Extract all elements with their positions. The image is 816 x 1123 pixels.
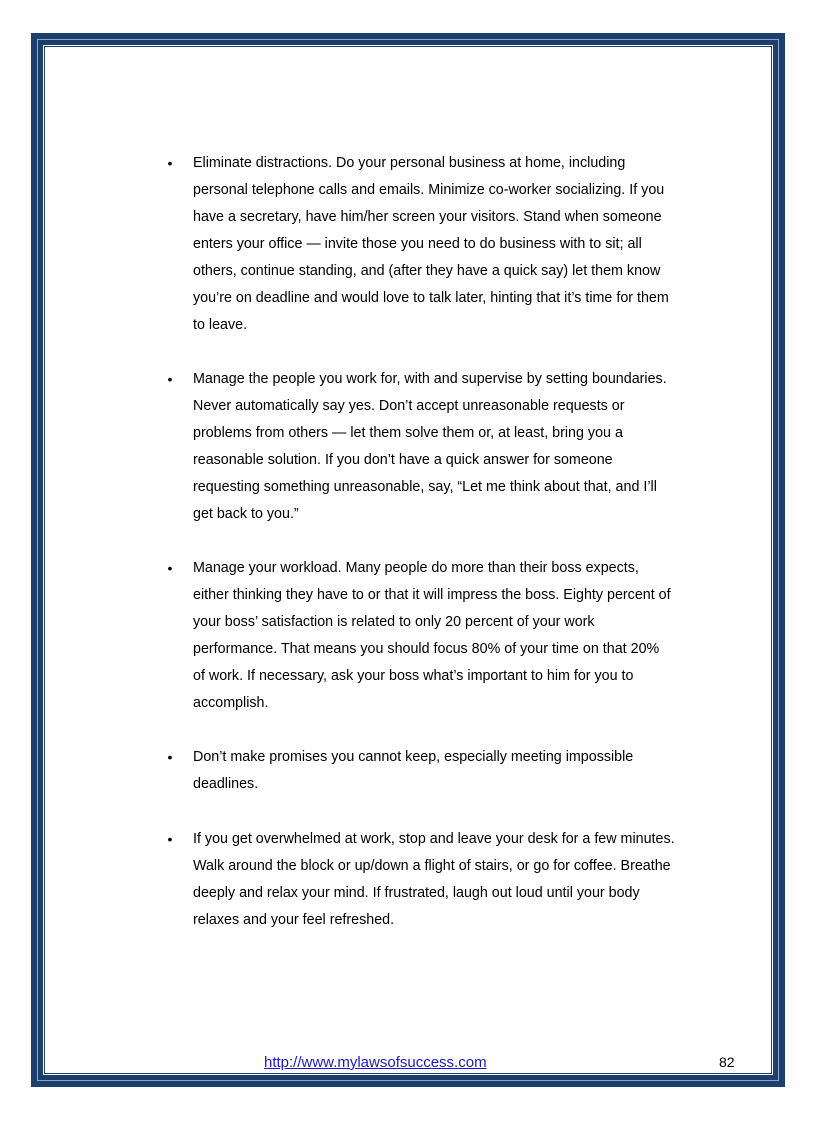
page-number: 82 [719, 1054, 735, 1070]
bullet-text: Manage your workload. Many people do more than their boss expects, either thinking they have to or that it will impress the boss. Eighty percent of your boss’ satisfaction is related to only 20 percent of your work performance. That means you should focus 80% of your time on that 20% of work. If necessary, ask your boss what’s important to him for you to accomplish. [193, 560, 671, 711]
bullet-text: If you get overwhelmed at work, stop and leave your desk for a few minutes. Walk around the block or up/down a flight of stairs, or go for coffee. Breathe deeply and relax your mind. If frustrated, laugh out loud until your body relaxes and your feel refreshed. [193, 831, 675, 928]
bullet-list [165, 150, 675, 934]
list-item [165, 150, 675, 339]
footer-website-link[interactable]: http://www.mylawsofsuccess.com [264, 1054, 487, 1071]
bullet-text: Don’t make promises you cannot keep, especially meeting impossible deadlines. [193, 749, 634, 792]
bullet-text: Manage the people you work for, with and supervise by setting boundaries. Never automatically say yes. Don’t accept unreasonable requests or problems from others — let them solve them or, at least, bring you a reasonable solution. If you don’t have a quick answer for someone requesting something unreasonable, say, “Let me think about that, and I’ll get back to you.” [193, 371, 667, 522]
list-item [165, 555, 675, 717]
bullet-icon: • [167, 749, 173, 765]
list-item [165, 366, 675, 528]
bullet-icon: • [167, 371, 173, 387]
page-content [165, 150, 675, 961]
list-item [165, 744, 675, 798]
list-item [165, 826, 675, 934]
bullet-icon: • [167, 155, 173, 171]
bullet-icon: • [167, 560, 173, 576]
bullet-text: Eliminate distractions. Do your personal business at home, including personal telephone calls and emails. Minimize co-worker socializing. If you have a secretary, have him/her screen your visitors. Stand when someone enters your office — invite those you need to do business with to sit; all others, continue standing, and (after they have a quick say) let them know you’re on deadline and would love to talk later, hinting that it’s time for them to leave. [193, 155, 669, 333]
bullet-icon: • [167, 831, 173, 847]
